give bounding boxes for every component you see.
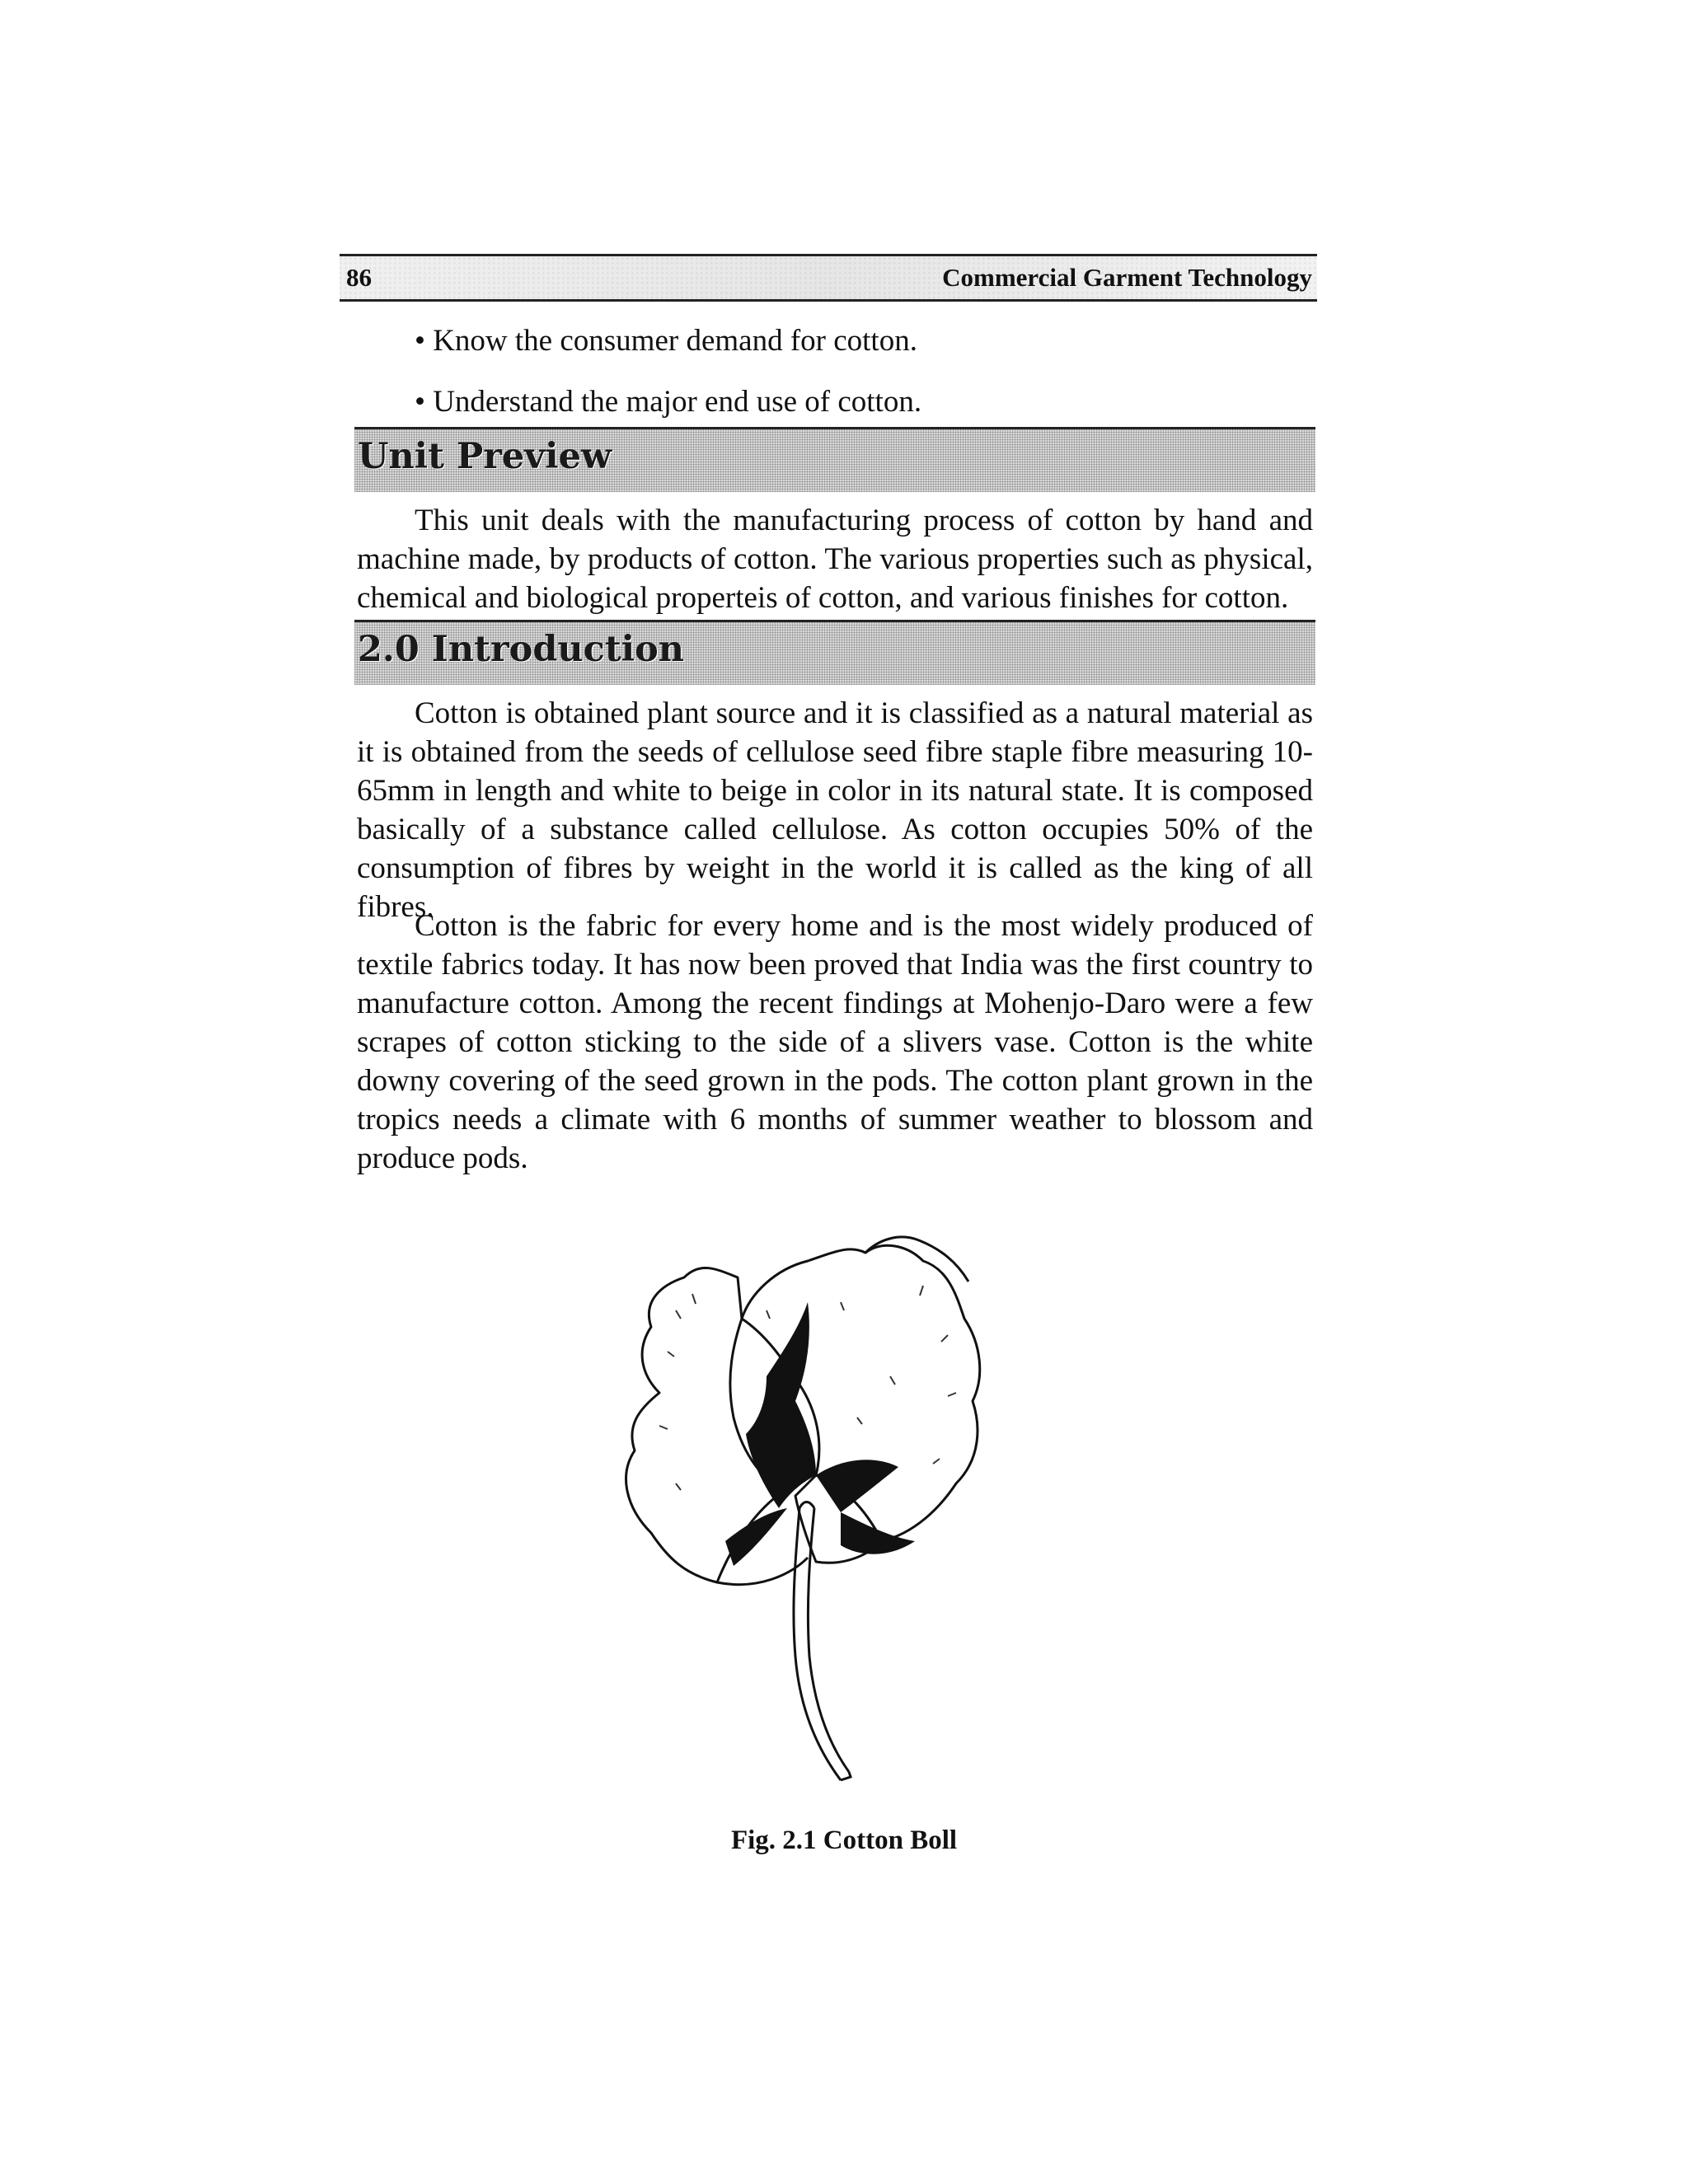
running-header [340, 254, 1317, 302]
section-heading: Unit Preview [358, 436, 612, 477]
figure-caption: Fig. 2.1 Cotton Boll [730, 1825, 958, 1855]
objective-bullet: • Understand the major end use of cotton. [415, 385, 922, 419]
running-title: Commercial Garment Technology [942, 263, 1312, 292]
objective-bullet: • Know the consumer demand for cotton. [415, 324, 917, 358]
unit-preview-heading-bar [354, 427, 1315, 492]
intro-paragraph: Cotton is the fabric for every home and is the most widely produced of textile fabrics today. It has now been proved that India was the first country to manufacture cotton. Among the recent findings at Mohenjo-Daro were a few scrapes of cotton sticking to the side of a slivers vase. Cotton is the white downy covering of the seed grown in the pods. The cotton plant grown in the tropics needs a climate with 6 months of summer weather to blossom and produce pods. [357, 909, 1313, 1175]
introduction-heading-bar [354, 620, 1315, 685]
section-heading: 2.0 Introduction [358, 629, 685, 670]
cotton-boll-illustration [593, 1212, 1071, 1838]
unit-preview-paragraph: This unit deals with the manufacturing process of cotton by hand and machine made, by products of cotton. The various properties such as physical, chemical and biological properteis of cotton, and various finishes for cotton. [357, 504, 1313, 615]
page-number: 86 [346, 263, 372, 292]
intro-paragraph: Cotton is obtained plant source and it is classified as a natural material as it is obtained from the seeds of cellulose seed fibre staple fibre measuring 10-65mm in length and white to beige in color in its natural state. It is composed basically of a substance called cellulose. As cotton occupies 50% of the consumption of fibres by weight in the world it is called as the king of all fibres. [357, 696, 1313, 924]
